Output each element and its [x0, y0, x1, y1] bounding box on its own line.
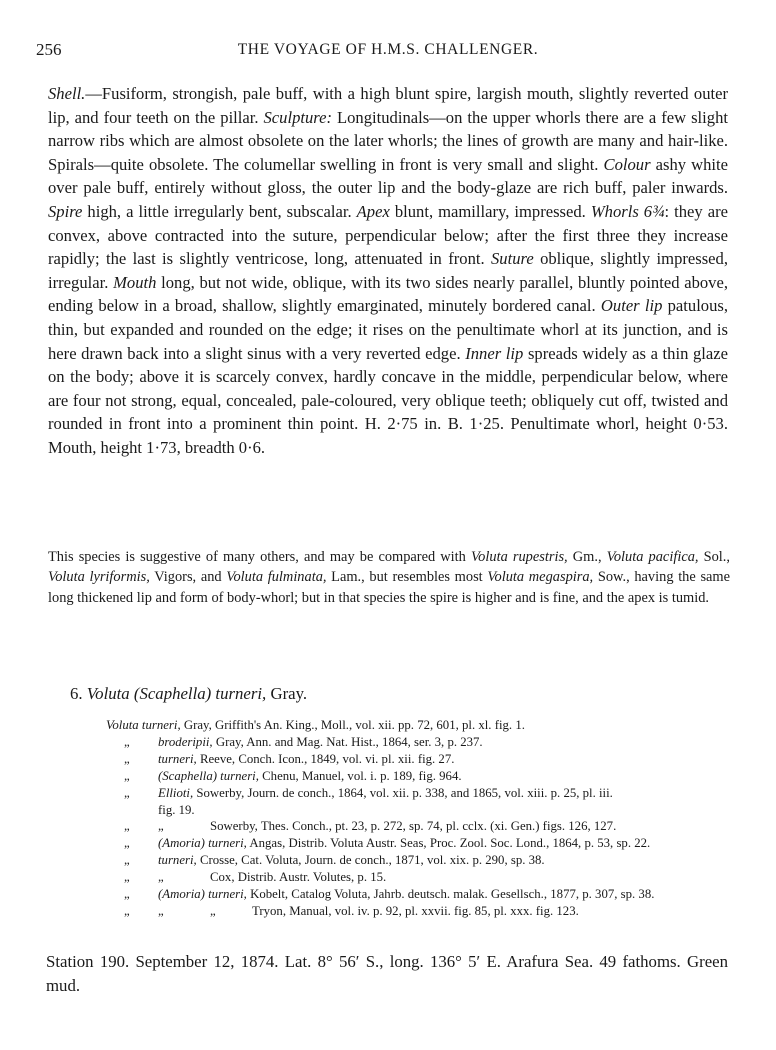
ditto-mark: „ — [158, 870, 164, 885]
page-header — [36, 40, 740, 64]
ditto-mark: „ — [124, 819, 130, 834]
page-number: 256 — [36, 40, 62, 59]
description-run: Apex — [356, 201, 390, 221]
synonymy-entry — [106, 818, 736, 835]
synonym-reference: Reeve, Conch. Icon., 1849, vol. vi. pl. xii. fig. 27. — [196, 751, 455, 766]
synonym-reference: Tryon, Manual, vol. iv. p. 92, pl. xxvii. fig. 85, pl. xxx. fig. 123. — [252, 903, 579, 918]
synonym-name: (Scaphella) turneri, — [158, 768, 259, 783]
ditto-mark: „ — [210, 903, 216, 918]
species-author: Gray. — [266, 684, 308, 703]
description-run: blunt, mamillary, impressed. — [389, 201, 591, 221]
synonymy-entry — [106, 751, 736, 768]
remarks-run: Gm., — [567, 549, 607, 565]
description-run: patulous, thin, but expanded and rounded on the edge; it rises on the penultimate whorl at its junction, and is here drawn back into a slight sinus with a very reverted edge. — [48, 296, 729, 363]
synonym-reference: Angas, Distrib. Voluta Austr. Seas, Proc. Zool. Soc. Lond., 1864, p. 53, sp. 22. — [246, 836, 651, 851]
remarks-run: Sow., having the same long thickened lip and form of body-whorl; but in that species the spire is higher and is fine, and the apex is tumid. — [48, 569, 731, 606]
description-run: Whorls 6¾ — [590, 201, 665, 221]
synonym-name: turneri, — [158, 853, 197, 868]
ditto-mark: „ — [124, 853, 130, 868]
synonym-reference: Sowerby, Journ. de conch., 1864, vol. xii. p. 338, and 1865, vol. xiii. p. 25, pl. iii. — [193, 785, 613, 800]
description-run: Mouth — [113, 272, 157, 292]
description-run: oblique, slightly impressed, irregular. — [48, 249, 728, 292]
description-run: Inner lip — [465, 343, 524, 363]
station-record: Station 190. September 12, 1874. Lat. 8° 56′ S., long. 136° 5′ E. Arafura Sea. 49 fathoms. Green mud. — [46, 952, 728, 995]
remarks-run: Sol., — [698, 549, 731, 565]
description-run: spreads widely as a thin glaze on the body; above it is scarcely convex, hardly concave in the middle, perpendicular below, where are four not strong, equal, concealed, pale-coloured, very oblique teeth; obliquely cut off, twisted and rounded in front into a prominent thin point. H. 2·75 in. B. 1·25. Penultimate whorl, height 0·53. Mouth, height 1·73, breadth 0·6. — [48, 343, 729, 457]
remarks-run: Lam., but resembles most — [326, 569, 488, 586]
synonym-reference: Crosse, Cat. Voluta, Journ. de conch., 1871, vol. xix. p. 290, sp. 38. — [196, 853, 545, 868]
description-run: ashy white over pale buff, entirely without gloss, the outer lip and the body-glaze are rich buff, paler inwards. — [48, 154, 728, 198]
description-run: Sculpture: — [263, 107, 333, 127]
remarks-run: Voluta fulminata, — [226, 569, 327, 586]
synonym-reference: Cox, Distrib. Austr. Volutes, p. 15. — [210, 870, 387, 885]
ditto-mark: „ — [124, 836, 130, 851]
synonymy-entry — [106, 768, 736, 785]
ditto-mark: „ — [124, 768, 130, 783]
synonym-reference: Chenu, Manuel, vol. i. p. 189, fig. 964. — [258, 768, 462, 783]
remarks-paragraph — [48, 547, 730, 608]
synonymy-entry — [106, 886, 736, 903]
synonym-name: Ellioti, — [158, 785, 194, 800]
ditto-mark: „ — [124, 785, 130, 800]
remarks-run: This species is suggestive of many others, and may be compared with — [48, 549, 471, 565]
species-name: Voluta (Scaphella) turneri, — [86, 684, 267, 703]
ditto-mark: „ — [124, 734, 130, 749]
synonym-reference-continuation: fig. 19. — [158, 802, 195, 817]
synonymy-entry — [106, 734, 736, 751]
synonymy-entry — [106, 717, 736, 734]
description-run: Spire — [48, 201, 83, 221]
remarks-run: Voluta megaspira, — [487, 569, 594, 586]
description-run: —Fusiform, strongish, pale buff, with a high blunt spire, largish mouth, slightly reverted outer lip, and four teeth on the pillar. — [48, 84, 728, 127]
species-number: 6. — [70, 684, 83, 703]
synonymy-list — [106, 717, 736, 920]
synonym-reference: Gray, Griffith's An. King., Moll., vol. xii. pp. 72, 601, pl. xl. fig. 1. — [180, 718, 525, 732]
ditto-mark: „ — [124, 751, 130, 766]
ditto-mark: „ — [158, 819, 164, 834]
synonym-name: broderipii, — [158, 734, 213, 749]
synonym-name: (Amoria) turneri, — [158, 887, 247, 902]
remarks-run: Vigors, and — [149, 569, 227, 586]
shell-description-paragraph — [48, 82, 728, 460]
description-run: long, but not wide, oblique, with its two sides nearly parallel, bluntly pointed above, ending below in a broad, shallow, slightly emarginated, minutely bordered canal. — [48, 272, 728, 316]
synonym-name: (Amoria) turneri, — [158, 836, 247, 851]
ditto-mark: „ — [124, 903, 130, 918]
remarks-run: Voluta lyriformis, — [48, 569, 150, 586]
description-run: Shell. — [48, 84, 86, 103]
description-run: Outer lip — [600, 296, 663, 316]
synonymy-entry — [106, 785, 736, 819]
ditto-mark: „ — [124, 887, 130, 902]
remarks-run: Voluta rupestris, — [470, 549, 568, 565]
synonymy-entry — [106, 852, 736, 869]
running-title: THE VOYAGE OF H.M.S. CHALLENGER. — [237, 41, 539, 58]
synonym-reference: Kobelt, Catalog Voluta, Jahrb. deutsch. malak. Gesellsch., 1877, p. 307, sp. 38. — [246, 887, 655, 902]
synonym-name: Voluta turneri, — [106, 718, 181, 732]
ditto-mark: „ — [124, 870, 130, 885]
description-run: Longitudinals—on the upper whorls there are a few slight narrow ribs which are almost obsolete on the later whorls; the lines of growth are many and hair-like. Spirals—quite obsolete. The columellar swelling in front is very small and slight. — [48, 107, 728, 174]
description-run: Suture — [491, 249, 534, 269]
species-heading — [70, 684, 307, 704]
synonym-reference: Gray, Ann. and Mag. Nat. Hist., 1864, ser. 3, p. 237. — [212, 734, 483, 749]
ditto-mark: „ — [158, 903, 164, 918]
synonym-name: turneri, — [158, 751, 197, 766]
synonymy-entry — [106, 869, 736, 886]
description-run: Colour — [603, 154, 651, 174]
remarks-run: Voluta pacifica, — [606, 549, 699, 565]
description-run: high, a little irregularly bent, subscalar. — [82, 201, 357, 221]
description-run: : they are convex, above contracted into the suture, perpendicular below; after the first three they increase rapidly; the last is slightly ventricose, long, attenuated in front. — [48, 201, 728, 269]
synonym-reference: Sowerby, Thes. Conch., pt. 23, p. 272, sp. 74, pl. cclx. (xi. Gen.) figs. 126, 127. — [210, 819, 617, 834]
synonymy-entry — [106, 835, 736, 852]
synonymy-entry — [106, 903, 736, 920]
